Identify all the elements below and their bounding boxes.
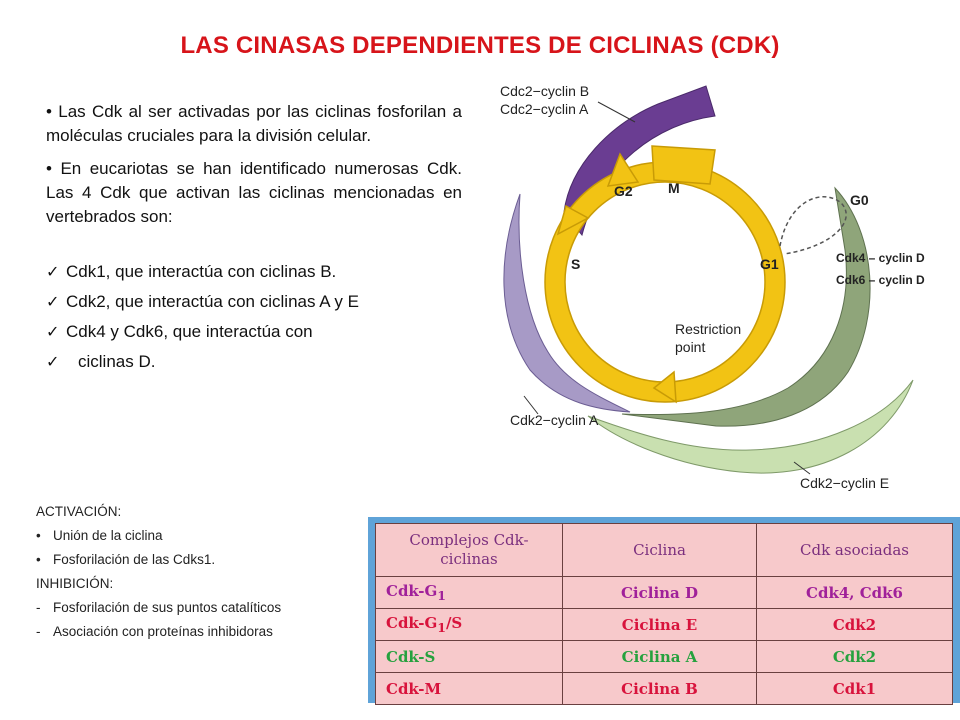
- inhibition-item: - Fosforilación de sus puntos catalíticos: [36, 600, 282, 615]
- m-phase-block: [652, 146, 715, 184]
- cdk-cyclin-table: [375, 523, 953, 705]
- table-row: [376, 673, 953, 705]
- cdk4-cyclin-d-label: Cdk4 – cyclin D: [836, 251, 925, 265]
- restriction-point-label: Restriction: [675, 321, 742, 337]
- ring-outline-inner: [565, 182, 765, 382]
- cdk2-cyclin-e-label: Cdk2−cyclin E: [800, 475, 890, 491]
- phase-g2-label: G2: [614, 183, 633, 199]
- page-title: LAS CINASAS DEPENDIENTES DE CICLINAS (CDK): [180, 32, 780, 59]
- bullet-paragraph: • Las Cdk al ser activadas por las ciclinas fosforilan a moléculas cruciales para la división celular.: [46, 102, 462, 145]
- cdc2-pointer-line: [598, 102, 635, 122]
- table-row: [376, 641, 953, 673]
- cyclin-cell: Ciclina D: [563, 577, 757, 609]
- g0-loop: [780, 197, 846, 254]
- table-header-cell: Complejos Cdk- ciclinas: [376, 524, 563, 577]
- inhibition-item: - Asociación con proteínas inhibidoras: [36, 624, 273, 639]
- regulation-notes: [36, 500, 366, 644]
- complex-cell: Cdk-M: [376, 673, 563, 705]
- cdc2-cyclin-a-label: Cdc2−cyclin A: [500, 101, 589, 117]
- intro-bullets: [46, 100, 462, 238]
- activation-item: • Unión de la ciclina: [36, 528, 163, 543]
- activation-item: • Fosforilación de las Cdks1.: [36, 552, 216, 567]
- cdk-cell: Cdk4, Cdk6: [757, 577, 953, 609]
- phase-m-label: M: [668, 180, 680, 196]
- cdk2-cyclin-a-label: Cdk2−cyclin A: [510, 412, 599, 428]
- phase-g1-label: G1: [760, 256, 779, 272]
- cyclin-cell: Ciclina E: [563, 609, 757, 641]
- cell-cycle-ring: [555, 172, 775, 392]
- checkmark-icon: ✓: [46, 264, 60, 281]
- checkmark-icon: ✓: [46, 294, 60, 311]
- bullet-paragraph: • En eucariotas se han identificado numerosas Cdk. Las 4 Cdk que activan las ciclinas mencionadas en vertebrados son:: [46, 159, 462, 226]
- table-header-row: [376, 524, 953, 577]
- checklist-item: ✓ Cdk1, que interactúa con ciclinas B.: [46, 262, 337, 281]
- complex-cell: Cdk-$G_1/S$: [376, 609, 563, 641]
- cdk-cell: Cdk1: [757, 673, 953, 705]
- cdk-checklist: [46, 262, 466, 382]
- cdk6-cyclin-d-label: Cdk6 – cyclin D: [836, 273, 925, 287]
- checklist-item: ✓ ciclinas D.: [46, 352, 156, 371]
- table-row: [376, 577, 953, 609]
- table-row: [376, 609, 953, 641]
- complex-cell: Cdk-$G_1$: [376, 577, 563, 609]
- restriction-point-label: point: [675, 339, 706, 355]
- cyclin-cell: Ciclina A: [563, 641, 757, 673]
- cdk-cell: Cdk2: [757, 641, 953, 673]
- checkmark-icon: ✓: [46, 324, 60, 341]
- checklist-item: ✓ Cdk2, que interactúa con ciclinas A y E: [46, 292, 359, 311]
- cdc2-cyclin-b-label: Cdc2−cyclin B: [500, 83, 590, 99]
- phase-g0-label: G0: [850, 192, 869, 208]
- table-header-cell: Ciclina: [563, 524, 757, 577]
- cdk-cell: Cdk2: [757, 609, 953, 641]
- phase-s-label: S: [571, 256, 581, 272]
- checklist-item: ✓ Cdk4 y Cdk6, que interactúa con: [46, 322, 313, 341]
- cdk-table-frame: [368, 517, 960, 703]
- checkmark-icon: ✓: [46, 354, 60, 371]
- activation-heading: ACTIVACIÓN:: [36, 504, 122, 519]
- table-header-cell: Cdk asociadas: [757, 524, 953, 577]
- inhibition-heading: INHIBICIÓN:: [36, 576, 114, 591]
- complex-cell: Cdk-S: [376, 641, 563, 673]
- cyclin-cell: Ciclina B: [563, 673, 757, 705]
- cell-cycle-diagram: [470, 70, 960, 510]
